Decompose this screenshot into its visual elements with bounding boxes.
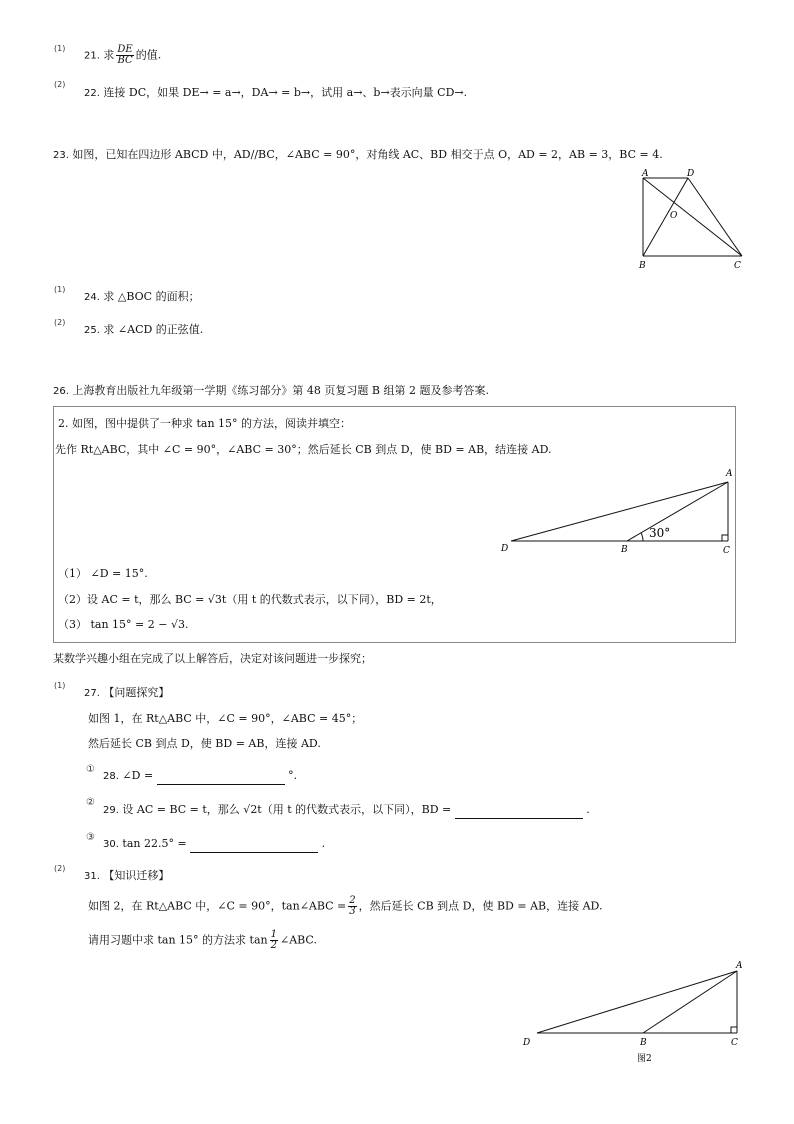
point-label-O: O [670, 211, 678, 221]
point-label-D: D [687, 169, 695, 179]
sub-label: (1) [54, 44, 66, 53]
box-title: 2. 如图，图中提供了一种求 tan 15° 的方法，阅读并填空： [58, 417, 352, 430]
box-answer-2: （2）设 AC = t，那么 BC = √3t（用 t 的代数式表示，以下同），BD = 2t， [58, 593, 442, 606]
box-answer-3: （3） tan 15° = 2 − √3. [58, 618, 189, 631]
q31-line-1: 如图 2，在 Rt△ABC 中，∠C = 90°，tan∠ABC = $\frac{2}{3}$ ，然后延长 CB 到点 D，使 BD = AB，连接 AD. [88, 895, 603, 917]
sub-label: (2) [54, 864, 66, 873]
angle-label-30: 30° [649, 526, 671, 540]
point-label-C: C [723, 546, 730, 556]
question-26: 26. 上海教育出版社九年级第一学期《练习部分》第 48 页复习题 B 组第 2 题及参考答案. [53, 384, 489, 397]
figure-caption: 图2 [637, 1054, 652, 1064]
answer-blank-28[interactable] [157, 772, 285, 785]
sub-label: (2) [54, 318, 66, 327]
sub-label: (1) [54, 681, 66, 690]
point-label-A: A [726, 469, 733, 479]
point-label-B: B [640, 1038, 647, 1048]
question-28: 28. ∠D = °. [103, 768, 297, 785]
point-label-A: A [642, 169, 649, 179]
fraction: $\frac{2}{3}$ [349, 895, 356, 917]
circled-label: ② [86, 797, 95, 808]
answer-blank-29[interactable] [455, 806, 583, 819]
question-23: 23. 如图，已知在四边形 ABCD 中，AD//BC，∠ABC = 90°，对角线 AC、BD 相交于点 O，AD = 2，AB = 3，BC = 4. [53, 148, 663, 161]
question-24: 24. 求 △BOC 的面积； [84, 290, 200, 303]
point-label-B: B [639, 261, 646, 271]
box-figure [495, 462, 740, 557]
question-31: 31. 【知识迁移】 [84, 869, 170, 882]
intro-text: 某数学兴趣小组在完成了以上解答后，决定对该问题进一步探究； [53, 652, 372, 665]
question-21: 21. 求 $\frac{DE}{BC}$ 的值. [84, 44, 162, 66]
sub-label: (2) [54, 80, 66, 89]
answer-blank-30[interactable] [190, 840, 318, 853]
point-label-C: C [734, 261, 741, 271]
question-27: 27. 【问题探究】 [84, 686, 170, 699]
question-22: 22. 连接 DC，如果 DE→ = a→，DA→ = b→，试用 a→、b→表示向量 CD→. [84, 86, 468, 99]
fraction: $\frac{1}{2}$ [270, 929, 277, 951]
figure-23 [630, 168, 755, 276]
box-line-1: 先作 Rt△ABC，其中 ∠C = 90°，∠ABC = 30°；然后延长 CB 到点 D，使 BD = AB，结连接 AD. [55, 443, 552, 456]
sub-label: (1) [54, 285, 66, 294]
question-29: 29. 设 AC = BC = t，那么 √2t（用 t 的代数式表示，以下同），BD = . [103, 802, 590, 819]
question-25: 25. 求 ∠ACD 的正弦值. [84, 323, 204, 336]
q27-line-2: 然后延长 CB 到点 D，使 BD = AB，连接 AD. [88, 737, 321, 750]
figure-2 [515, 955, 750, 1070]
point-label-C: C [731, 1038, 738, 1048]
box-answer-1: （1） ∠D = 15°. [58, 567, 148, 580]
point-label-A: A [736, 961, 743, 971]
question-30: 30. tan 22.5° = . [103, 836, 325, 853]
point-label-B: B [621, 545, 628, 555]
circled-label: ① [86, 764, 95, 775]
point-label-D: D [501, 544, 509, 554]
point-label-D: D [523, 1038, 531, 1048]
circled-label: ③ [86, 832, 95, 843]
q27-line-1: 如图 1，在 Rt△ABC 中，∠C = 90°，∠ABC = 45°； [88, 712, 363, 725]
fraction: $\frac{DE}{BC}$ [117, 44, 133, 66]
q31-line-2: 请用习题中求 tan 15° 的方法求 tan $\frac{1}{2}$ ∠ABC. [88, 929, 317, 951]
